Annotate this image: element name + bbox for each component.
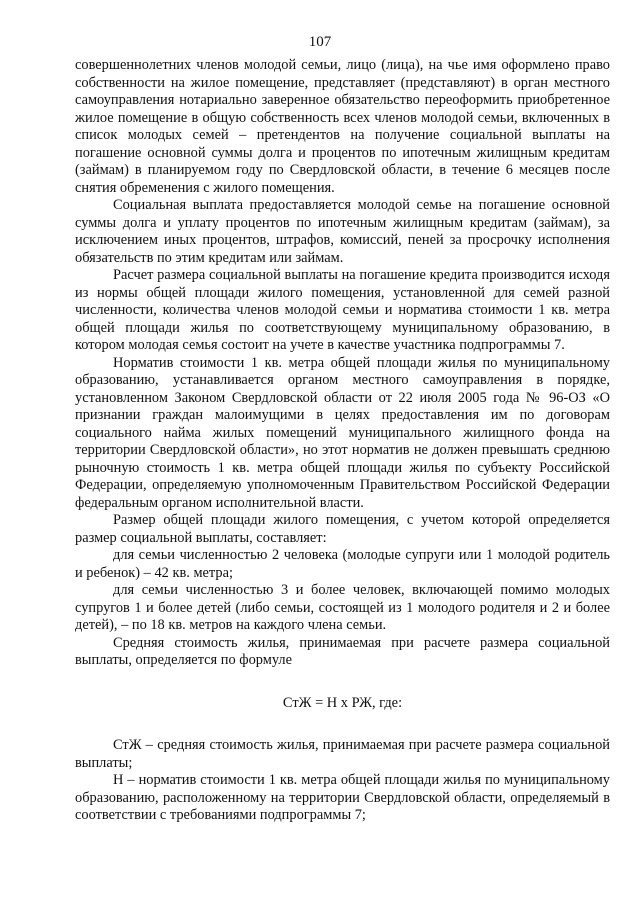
paragraph-area-size: Размер общей площади жилого помещения, с учетом которой определяется размер социальной выплаты, составляет:: [75, 512, 610, 546]
page-number: 107: [308, 34, 332, 50]
definition-n: Н – норматив стоимости 1 кв. метра общей площади жилья по муниципальному образованию, расположенному на территории Свердловской области, определяемый в соответствии с требованиями подпрограммы 7;: [75, 772, 610, 823]
paragraph-family-of-three: для семьи численностью 3 и более человек, включающей помимо молодых супругов 1 и более детей (либо семьи, состоящей из 1 молодого родителя и 2 и более детей), – по 18 кв. метров на каждого члена семьи.: [75, 582, 610, 633]
paragraph-continuation: совершеннолетних членов молодой семьи, лицо (лица), на чье имя оформлено право собственности на жилое помещение, представляет (представляют) в орган местного самоуправления нотариально заверенное обязательство переоформить приобретенное жилое помещение в общую собственность всех членов молодой семьи, включенных в список молодых семей – претендентов на получение социальной выплаты на погашение основной суммы долга и процентов по ипотечным жилищным кредитам (займам) в планируемом году по Свердловской области, в течение 6 месяцев после снятия обременения с жилого помещения.: [75, 57, 610, 196]
document-body: [75, 57, 610, 825]
definition-stzh: СтЖ – средняя стоимость жилья, принимаемая при расчете размера социальной выплаты;: [75, 737, 610, 771]
formula: СтЖ = Н х РЖ, где:: [282, 694, 403, 711]
paragraph-social-payment: Социальная выплата предоставляется молодой семье на погашение основной суммы долга и уплату процентов по ипотечным жилищным кредитам (займам), за исключением иных процентов, штрафов, комиссий, пеней за просрочку исполнения обязательств по этим кредитам или займам.: [75, 197, 610, 266]
paragraph-average-cost: Средняя стоимость жилья, принимаемая при расчете размера социальной выплаты, определяется по формуле: [75, 634, 610, 668]
paragraph-family-of-two: для семьи численностью 2 человека (молодые супруги или 1 молодой родитель и ребенок) – 42 кв. метра;: [75, 547, 610, 581]
paragraph-cost-standard: Норматив стоимости 1 кв. метра общей площади жилья по муниципальному образованию, устанавливается органом местного самоуправления в порядке, установленном Законом Свердловской области от 22 июля 2005 года № 96-ОЗ «О признании граждан малоимущими в целях предоставления им по договорам социального найма жилых помещений муниципального жилищного фонда на территории Свердловской области», но этот норматив не должен превышать среднюю рыночную стоимость 1 кв. метра общей площади жилья по субъекту Российской Федерации, определяемую уполномоченным Правительством Российской Федерации федеральным органом исполнительной власти.: [75, 354, 610, 511]
paragraph-payment-calculation: Расчет размера социальной выплаты на погашение кредита производится исходя из нормы общей площади жилого помещения, установленной для семей разной численности, количества членов молодой семьи и норматива стоимости 1 кв. метра общей площади жилья по соответствующему муниципальному образованию, в котором молодая семья состоит на учете в качестве участника подпрограммы 7.: [75, 267, 610, 353]
